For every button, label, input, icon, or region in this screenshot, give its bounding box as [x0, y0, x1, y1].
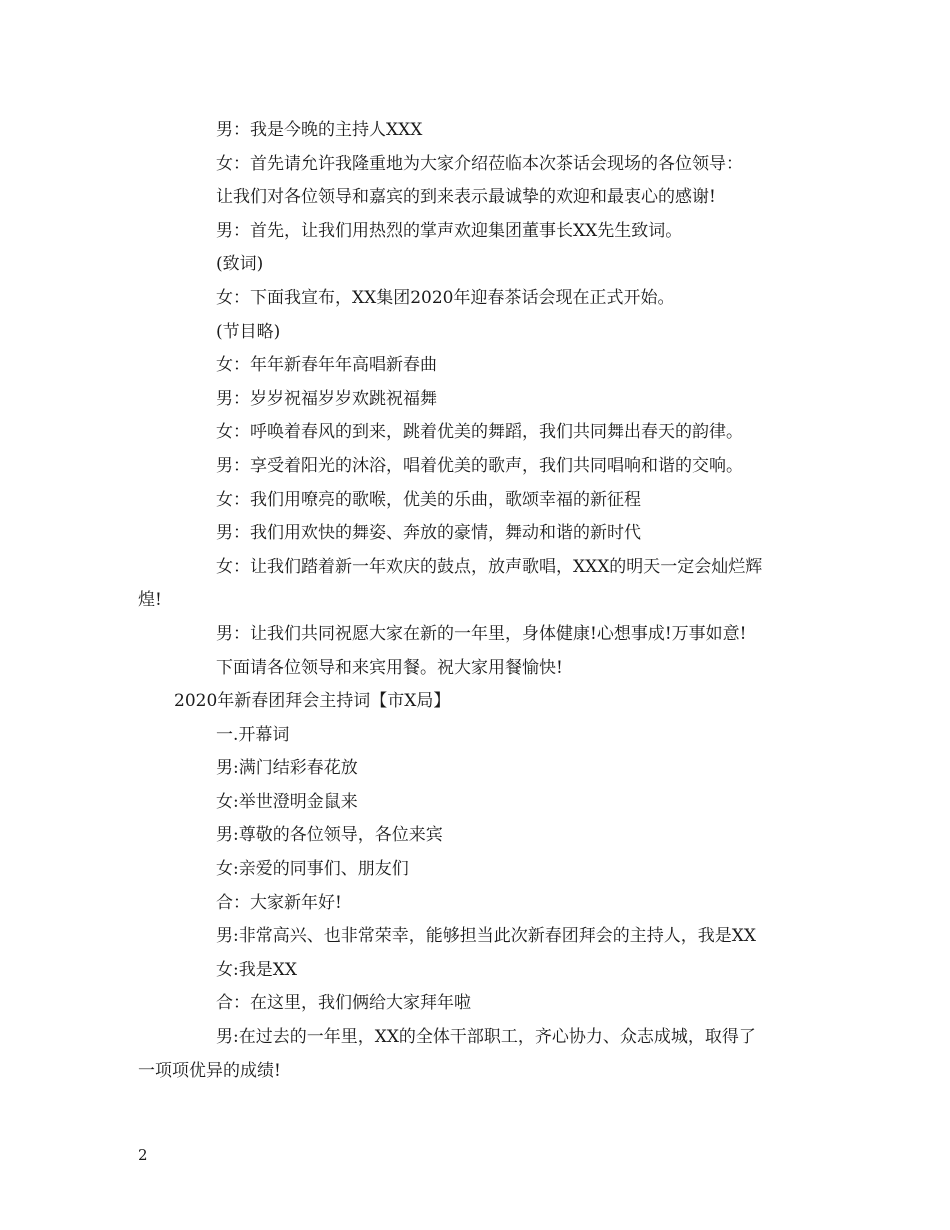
- text-line: (节目略): [216, 321, 281, 342]
- text-line: 一.开幕词: [216, 724, 290, 745]
- text-line: 女：让我们踏着新一年欢庆的鼓点，放声歌唱，XXX的明天一定会灿烂辉: [216, 556, 763, 577]
- text-line: 让我们对各位领导和嘉宾的到来表示最诚挚的欢迎和最衷心的感谢!: [216, 187, 716, 208]
- text-line: 女:我是XX: [216, 959, 297, 980]
- text-line: 男：岁岁祝福岁岁欢跳祝福舞: [216, 388, 437, 409]
- text-line: 合：在这里，我们俩给大家拜年啦: [216, 993, 471, 1014]
- document-body: [138, 114, 818, 1088]
- text-line: 男:在过去的一年里，XX的全体干部职工，齐心协力、众志成城，取得了: [216, 1027, 756, 1048]
- text-line: 女：我们用嘹亮的歌喉，优美的乐曲，歌颂幸福的新征程: [216, 489, 641, 510]
- text-line: 女：首先请允许我隆重地为大家介绍莅临本次茶话会现场的各位领导：: [216, 153, 743, 174]
- text-line: 男：首先，让我们用热烈的掌声欢迎集团董事长XX先生致词。: [216, 220, 683, 241]
- text-line: 女：呼唤着春风的到来，跳着优美的舞蹈，我们共同舞出春天的韵律。: [216, 422, 743, 443]
- text-line: 女：年年新春年年高唱新春曲: [216, 355, 437, 376]
- text-line: 男：我们用欢快的舞姿、奔放的豪情，舞动和谐的新时代: [216, 523, 641, 544]
- text-line: 合：大家新年好!: [216, 892, 342, 913]
- text-line: 男:非常高兴、也非常荣幸，能够担当此次新春团拜会的主持人，我是XX: [216, 926, 756, 947]
- text-line: 男：享受着阳光的沐浴，唱着优美的歌声，我们共同唱响和谐的交响。: [216, 455, 743, 476]
- text-line: 男:尊敬的各位领导，各位来宾: [216, 825, 443, 846]
- text-line: 男:满门结彩春花放: [216, 758, 358, 779]
- text-line: 女：下面我宣布，XX集团2020年迎春茶话会现在正式开始。: [216, 287, 675, 308]
- text-line: 男：我是今晚的主持人XXX: [216, 120, 423, 140]
- text-line: 男：让我们共同祝愿大家在新的一年里，身体健康!心想事成!万事如意!: [216, 623, 747, 644]
- text-line: 女:举世澄明金鼠来: [216, 791, 358, 812]
- section-heading: 2020年新春团拜会主持词【市X局】: [174, 691, 451, 712]
- text-line: 下面请各位领导和来宾用餐。祝大家用餐愉快!: [216, 657, 563, 678]
- text-line: (致词): [216, 254, 264, 275]
- page-number: 2: [138, 1146, 148, 1164]
- text-line: 煌!: [138, 590, 162, 611]
- text-line: 女:亲爱的同事们、朋友们: [216, 859, 409, 880]
- text-line: 一项项优异的成绩!: [138, 1060, 281, 1081]
